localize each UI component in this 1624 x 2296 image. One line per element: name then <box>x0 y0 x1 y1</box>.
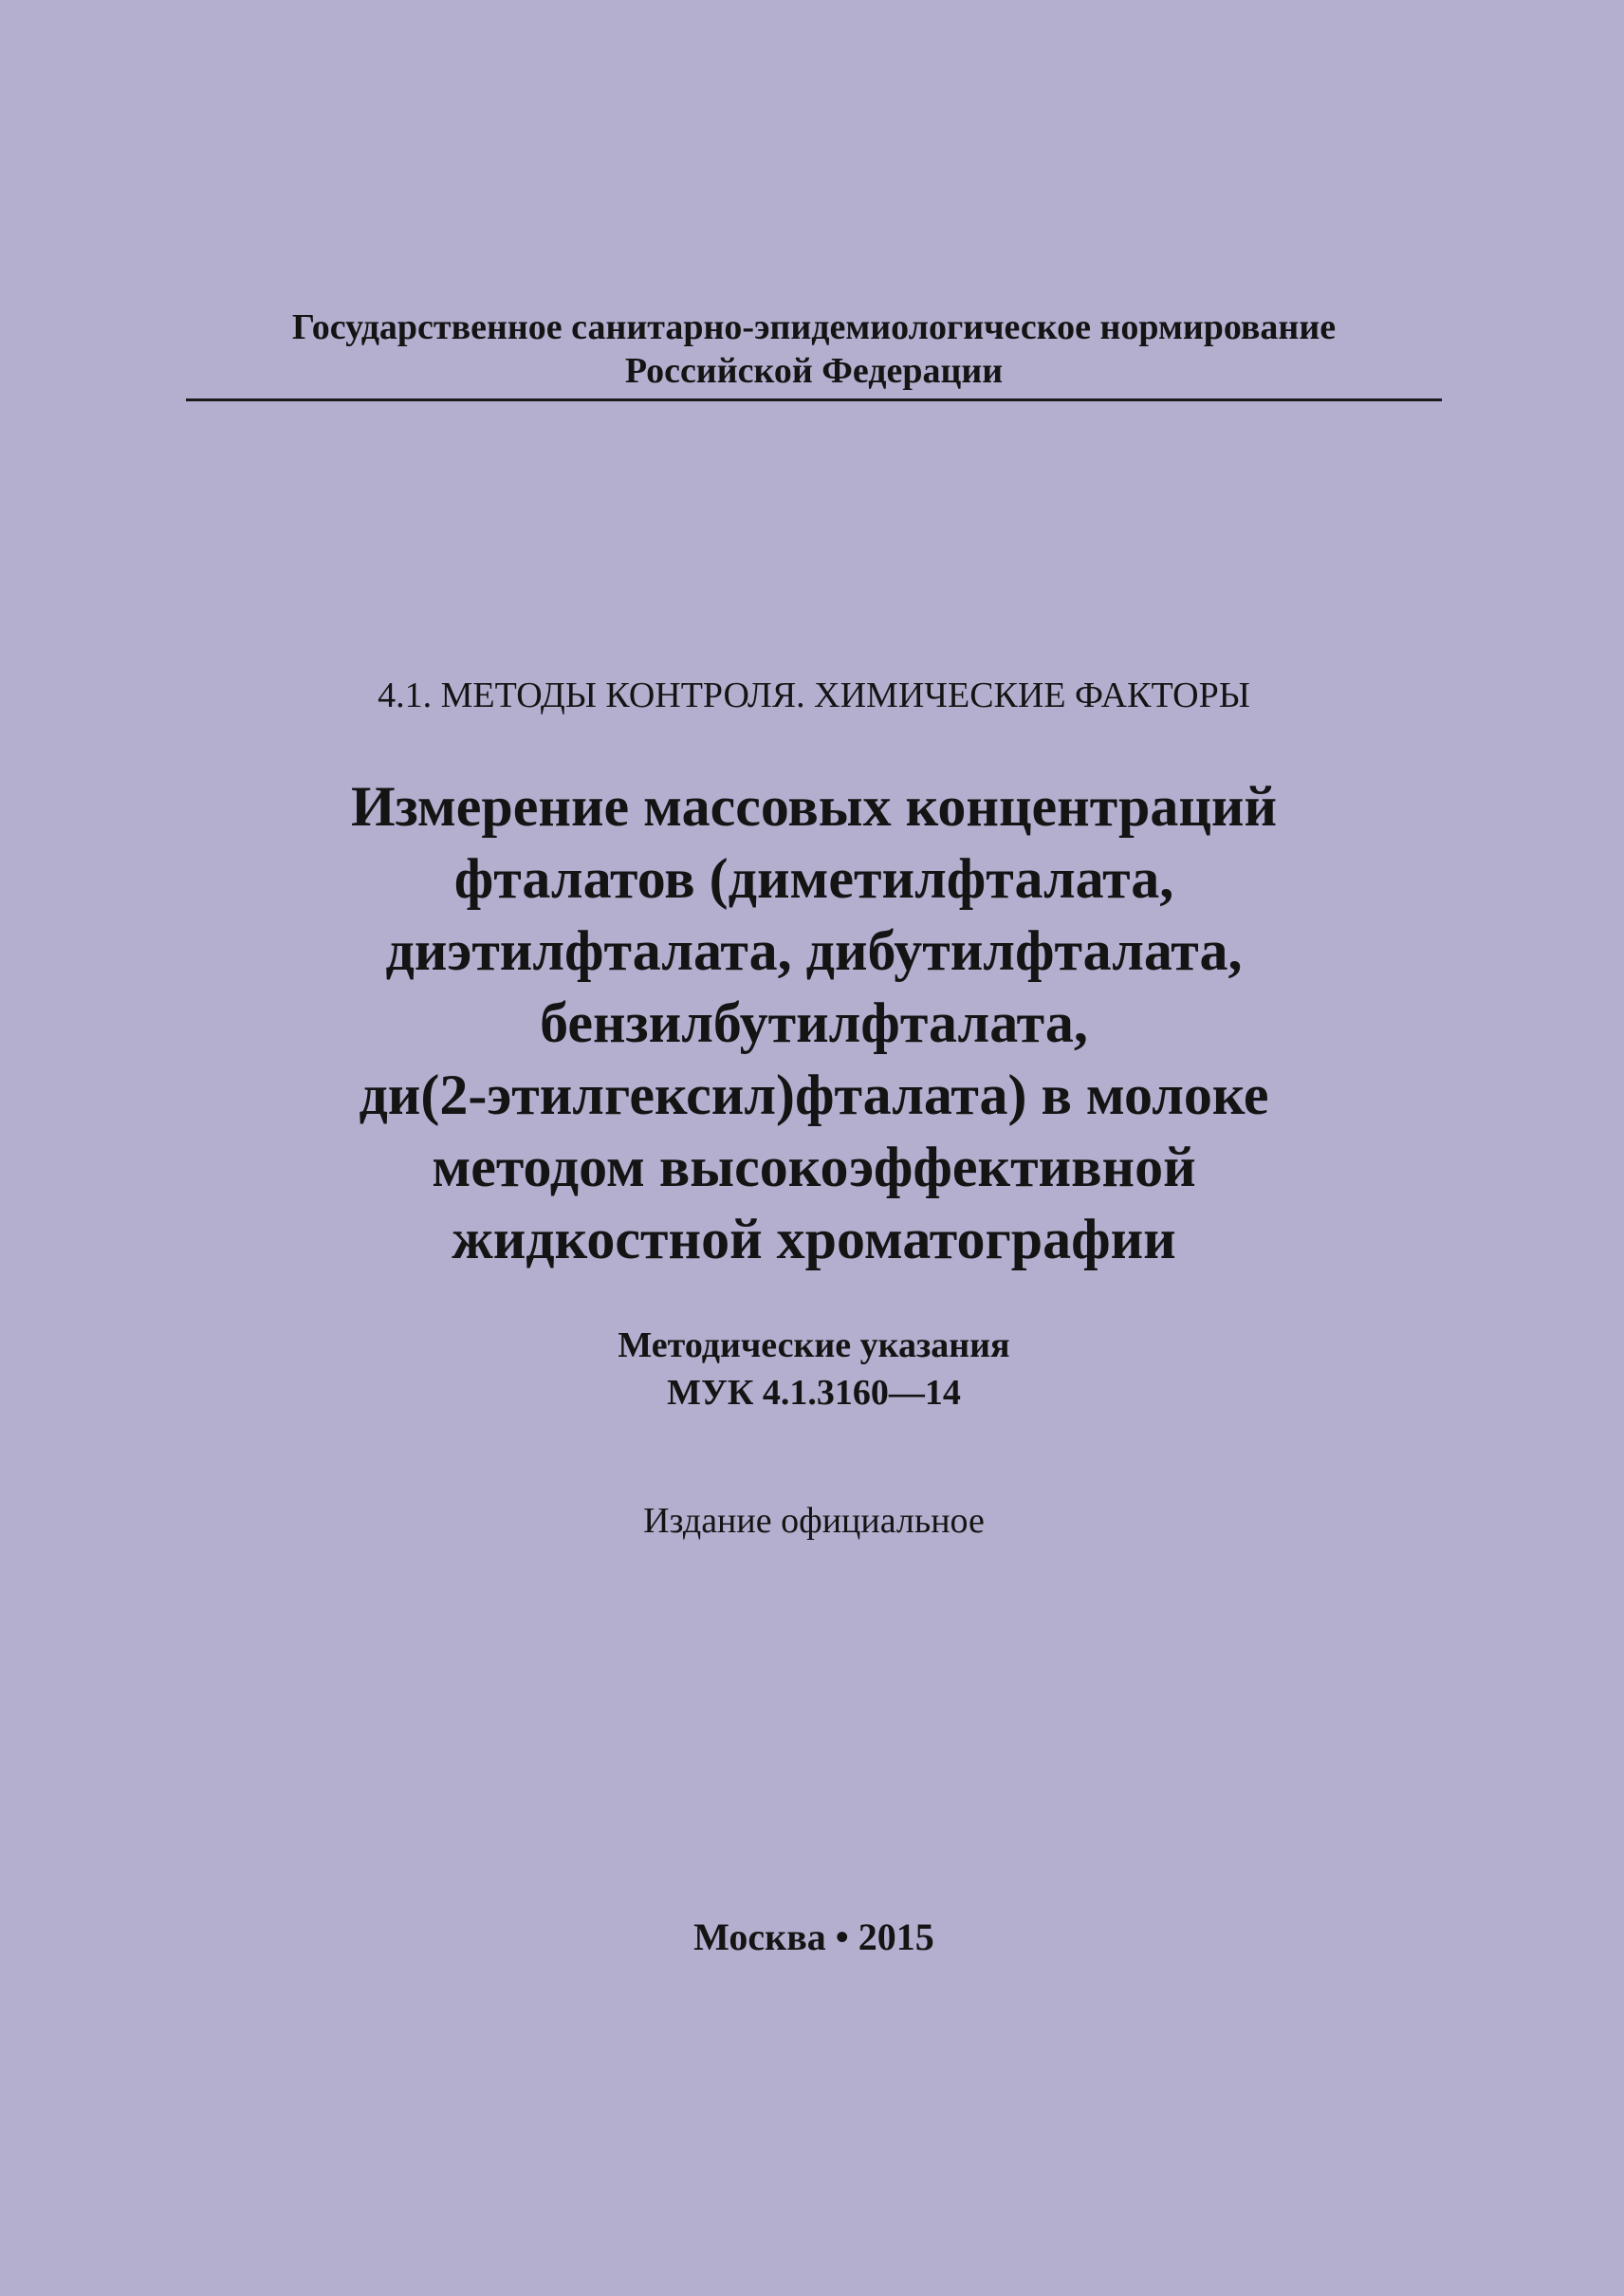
issuing-authority-line-2: Российской Федерации <box>624 351 1004 391</box>
issuing-authority <box>186 306 1442 393</box>
document-kind: Методические указания <box>618 1325 1010 1365</box>
title-line: диэтилфталата, дибутилфталата, <box>385 919 1243 982</box>
title-line: жидкостной хроматографии <box>452 1208 1176 1270</box>
title-line: Измерение массовых концентраций <box>350 775 1278 838</box>
imprint-place-year: Москва • 2015 <box>693 1916 934 1958</box>
issuing-authority-line-1: Государственное санитарно-эпидемиологическое нормирование <box>291 307 1337 347</box>
title-line: методом высокоэффективной <box>432 1136 1196 1198</box>
title-line: ди(2-этилгексил)фталата) в молоке <box>359 1064 1269 1126</box>
title-line: бензилбутилфталата, <box>540 991 1088 1054</box>
title-line: фталатов (диметилфталата, <box>453 847 1174 910</box>
document-code: МУК 4.1.3160—14 <box>667 1373 961 1413</box>
edition-note: Издание официальное <box>643 1501 985 1541</box>
header-divider <box>186 398 1442 401</box>
series-heading: 4.1. МЕТОДЫ КОНТРОЛЯ. ХИМИЧЕСКИЕ ФАКТОРЫ <box>378 676 1250 715</box>
document-type <box>186 1322 1442 1416</box>
document-title <box>186 770 1442 1275</box>
